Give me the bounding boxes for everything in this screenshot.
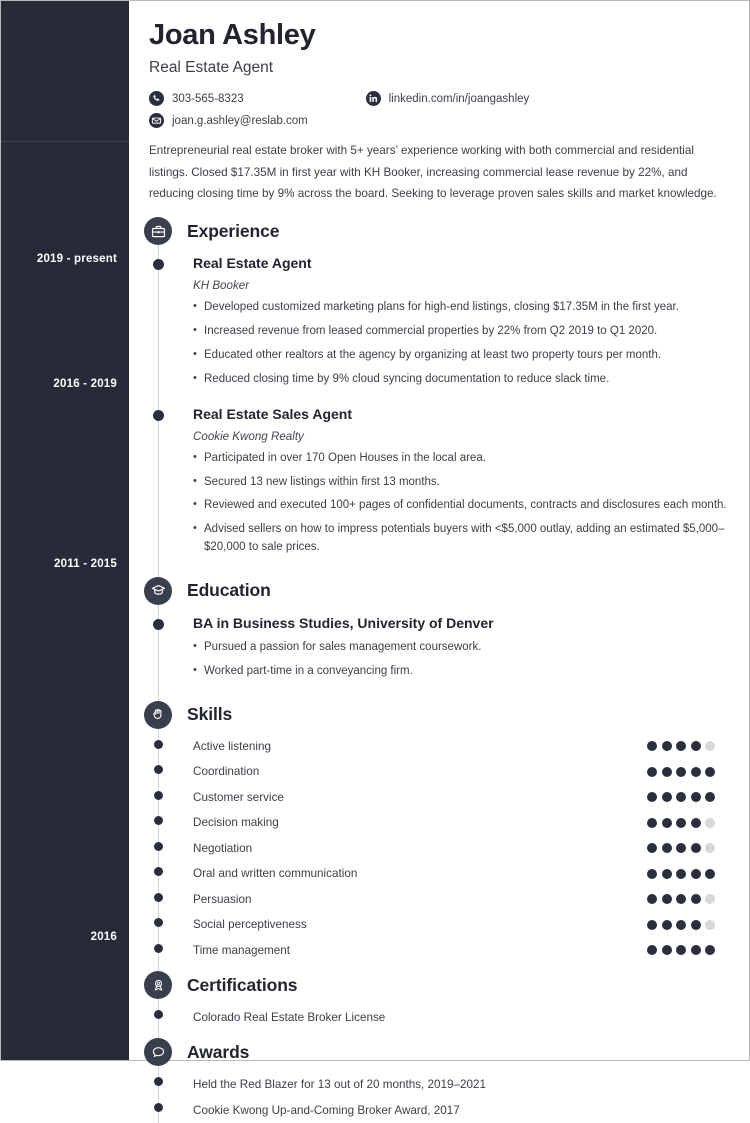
section-title-skills: Skills: [187, 704, 233, 725]
list-item: • Increased revenue from leased commercial properties by 22% from Q2 2019 to Q1 2020.: [193, 323, 731, 341]
experience-job-title: Real Estate Sales Agent: [193, 405, 352, 422]
rating-dot-filled: [691, 792, 701, 802]
rating-dot-filled: [647, 767, 657, 777]
rating-dot-filled: [647, 792, 657, 802]
rating-dot-filled: [705, 869, 715, 879]
rating-dot-filled: [705, 945, 715, 955]
experience-entry: [141, 401, 731, 569]
certification-row: [141, 1004, 731, 1030]
skill-row: [141, 734, 731, 760]
rating-dot-filled: [662, 767, 672, 777]
rating-dot-filled: [647, 894, 657, 904]
section-title-experience: Experience: [187, 220, 280, 241]
section-header-awards: [141, 1035, 731, 1069]
skill-rating: [647, 894, 715, 904]
list-item: • Participated in over 170 Open Houses in the local area.: [193, 450, 731, 468]
experience-company: KH Booker: [193, 279, 250, 293]
rating-dot-empty: [705, 818, 715, 828]
rating-dot-filled: [691, 843, 701, 853]
award-ribbon-icon: [144, 971, 172, 999]
rating-dot-filled: [676, 741, 686, 751]
experience-bullets: [193, 299, 731, 388]
page-title: Joan Ashley: [149, 19, 316, 51]
skill-rating: [647, 792, 715, 802]
rating-dot-filled: [662, 818, 672, 828]
timeline-node: [154, 816, 163, 825]
skill-name: Customer service: [193, 790, 284, 804]
rating-dot-filled: [691, 741, 701, 751]
contact-email[interactable]: [149, 113, 308, 128]
section-header-certifications: [141, 968, 731, 1002]
rating-dot-filled: [662, 792, 672, 802]
timeline-node: [153, 619, 164, 630]
skill-name: Coordination: [193, 765, 260, 779]
timeline-node: [154, 791, 163, 800]
skills-list: [141, 734, 731, 964]
rating-dot-filled: [676, 894, 686, 904]
rating-dot-filled: [691, 920, 701, 930]
rating-dot-filled: [676, 920, 686, 930]
experience-bullets: [193, 450, 731, 557]
skill-name: Active listening: [193, 739, 271, 753]
skill-row: [141, 810, 731, 836]
rating-dot-filled: [662, 741, 672, 751]
rating-dot-filled: [647, 741, 657, 751]
section-title-awards: Awards: [187, 1041, 250, 1062]
rating-dot-filled: [662, 894, 672, 904]
section-title-education: Education: [187, 580, 271, 601]
experience-entry: [141, 250, 731, 400]
skill-row: [141, 887, 731, 913]
timeline-node: [154, 893, 163, 902]
timeline-node: [154, 944, 163, 953]
section-header-education: [141, 574, 731, 608]
rating-dot-filled: [691, 767, 701, 777]
rating-dot-filled: [691, 894, 701, 904]
professional-summary: Entrepreneurial real estate broker with 5+ years’ experience working with both commercial and residential listings. Closed $17.35M in first year with KH Booker, increasing commercial lease revenue by 22%, and reducing closing time by 9% across the board. Seeking to leverage proven sales skills and market knowledge.: [149, 144, 717, 200]
list-item: • Reviewed and executed 100+ pages of confidential documents, contracts and disclosures each month.: [193, 497, 731, 515]
rating-dot-filled: [705, 767, 715, 777]
rating-dot-filled: [691, 818, 701, 828]
education-bullets: [193, 639, 731, 681]
skill-name: Persuasion: [193, 892, 252, 906]
timeline-node: [154, 918, 163, 927]
skills-hand-icon: [144, 701, 172, 729]
skill-row: [141, 938, 731, 964]
list-item: • Worked part-time in a conveyancing firm.: [193, 663, 731, 681]
rating-dot-filled: [647, 869, 657, 879]
rating-dot-empty: [705, 894, 715, 904]
sidebar-date-experience-2: 2016 - 2019: [53, 378, 117, 390]
contact-row-1: [149, 91, 731, 106]
skill-row: [141, 785, 731, 811]
skill-rating: [647, 869, 715, 879]
education-degree: BA in Business Studies, University of Denver: [193, 614, 494, 631]
list-item: • Secured 13 new listings within first 13 months.: [193, 474, 731, 492]
rating-dot-filled: [705, 792, 715, 802]
certification-text: Colorado Real Estate Broker License: [193, 1010, 386, 1024]
skill-rating: [647, 741, 715, 751]
list-item: • Reduced closing time by 9% cloud syncing documentation to reduce slack time.: [193, 371, 731, 389]
section-header-skills: [141, 698, 731, 732]
sidebar-date-certification-1: 2016: [90, 931, 117, 943]
experience-job-title: Real Estate Agent: [193, 255, 312, 272]
rating-dot-filled: [676, 945, 686, 955]
list-item: • Educated other realtors at the agency by organizing at least two property tours per month.: [193, 347, 731, 365]
skill-rating: [647, 818, 715, 828]
experience-company: Cookie Kwong Realty: [193, 429, 304, 443]
phone-icon: [149, 91, 164, 106]
timeline-node: [154, 765, 163, 774]
rating-dot-filled: [676, 869, 686, 879]
skill-rating: [647, 843, 715, 853]
rating-dot-filled: [691, 869, 701, 879]
timeline-node: [154, 1103, 163, 1112]
phone-text: 303-565-8323: [172, 92, 244, 105]
timeline-node: [154, 1010, 163, 1019]
sidebar-divider: [1, 141, 129, 142]
envelope-icon: [149, 113, 164, 128]
section-header-experience: [141, 214, 731, 248]
sidebar-date-education-1: 2011 - 2015: [54, 558, 117, 570]
award-text: Held the Red Blazer for 13 out of 20 months, 2019–2021: [193, 1077, 487, 1091]
timeline-node: [154, 1077, 163, 1086]
contact-row-2: [149, 113, 731, 128]
rating-dot-filled: [647, 945, 657, 955]
skill-row: [141, 836, 731, 862]
rating-dot-filled: [676, 818, 686, 828]
skill-row: [141, 912, 731, 938]
skill-row: [141, 759, 731, 785]
list-item: • Pursued a passion for sales management coursework.: [193, 639, 731, 657]
timeline-node: [154, 740, 163, 749]
contact-block: [141, 91, 731, 128]
contact-phone[interactable]: [149, 91, 244, 106]
linkedin-text: linkedin.com/in/joangashley: [388, 92, 530, 105]
linkedin-icon: [366, 91, 381, 106]
skill-row: [141, 861, 731, 887]
rating-dot-filled: [662, 920, 672, 930]
rating-dot-filled: [662, 843, 672, 853]
skill-name: Time management: [193, 943, 291, 957]
rating-dot-filled: [647, 818, 657, 828]
award-row: [141, 1097, 731, 1123]
briefcase-icon: [144, 217, 172, 245]
education-entry: [141, 610, 731, 693]
resume-main-content: [129, 1, 749, 1117]
timeline-node: [154, 867, 163, 876]
list-item: • Developed customized marketing plans for high-end listings, closing $17.35M in the first year.: [193, 299, 731, 317]
skill-name: Decision making: [193, 816, 279, 830]
timeline-node: [153, 259, 164, 270]
timeline-node: [153, 410, 164, 421]
rating-dot-filled: [647, 843, 657, 853]
email-text: joan.g.ashley@reslab.com: [172, 114, 308, 127]
graduation-cap-icon: [144, 577, 172, 605]
rating-dot-filled: [676, 843, 686, 853]
job-title: Real Estate Agent: [149, 59, 274, 77]
award-text: Cookie Kwong Up-and-Coming Broker Award, 2017: [193, 1103, 460, 1117]
rating-dot-filled: [662, 945, 672, 955]
rating-dot-filled: [647, 920, 657, 930]
rating-dot-filled: [691, 945, 701, 955]
rating-dot-filled: [676, 792, 686, 802]
speech-bubble-icon: [144, 1038, 172, 1066]
rating-dot-filled: [662, 869, 672, 879]
rating-dot-empty: [705, 843, 715, 853]
contact-linkedin[interactable]: [366, 91, 530, 106]
timeline: [141, 214, 731, 1123]
award-row: [141, 1071, 731, 1097]
sidebar-timeline-dates: [1, 1, 129, 1060]
list-item: • Advised sellers on how to impress potentials buyers with <$5,000 outlay, adding an estimated $5,000–$20,000 to sale prices.: [193, 521, 731, 557]
skill-name: Negotiation: [193, 841, 253, 855]
skill-name: Social perceptiveness: [193, 918, 307, 932]
rating-dot-empty: [705, 741, 715, 751]
skill-rating: [647, 945, 715, 955]
skill-rating: [647, 767, 715, 777]
skill-rating: [647, 920, 715, 930]
rating-dot-empty: [705, 920, 715, 930]
rating-dot-filled: [676, 767, 686, 777]
timeline-node: [154, 842, 163, 851]
sidebar-date-experience-1: 2019 - present: [36, 253, 117, 265]
section-title-certifications: Certifications: [187, 974, 298, 995]
skill-name: Oral and written communication: [193, 867, 358, 881]
